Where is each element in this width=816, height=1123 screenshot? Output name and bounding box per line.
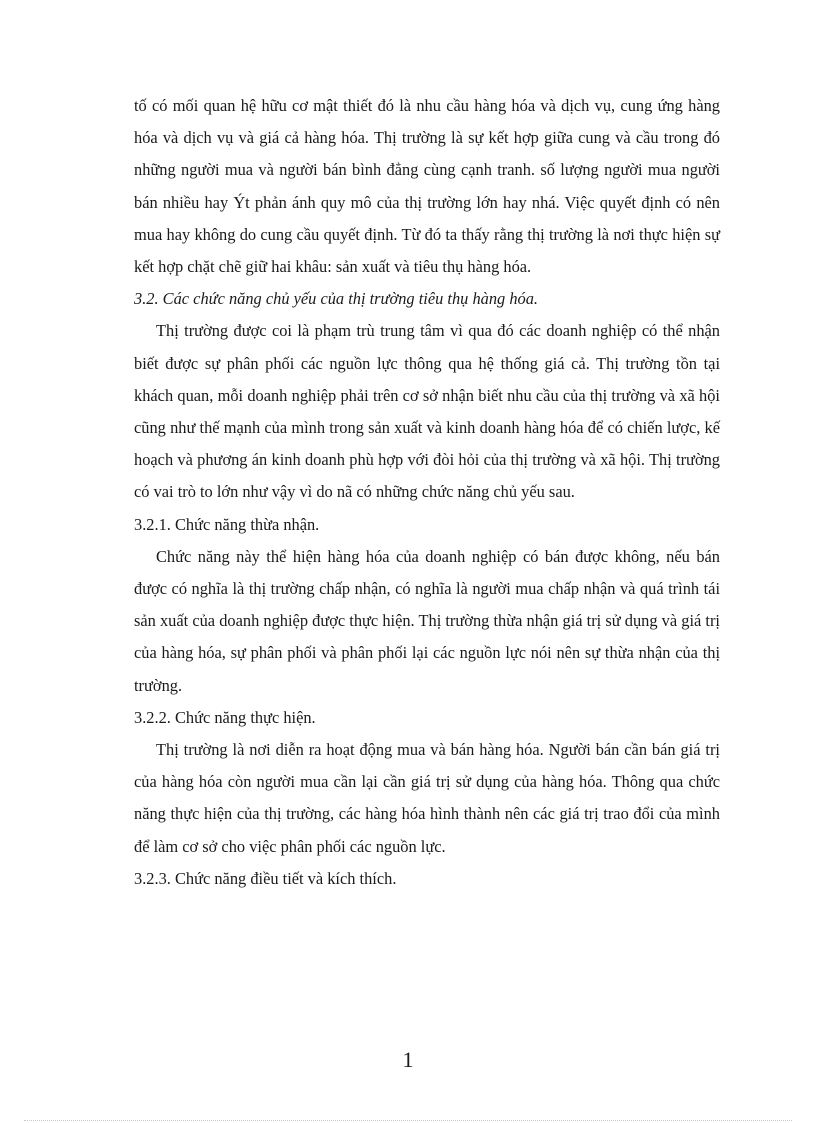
- subheading-3-2-1: 3.2.1. Chức năng thừa nhận.: [134, 514, 320, 534]
- subheading-3-2-3: 3.2.3. Chức năng điều tiết và kích thích.: [134, 868, 397, 888]
- paragraph-recognition-function: Chức năng này thể hiện hàng hóa của doanh nghiệp có bán được không, nếu bán được có nghĩa là thị trường chấp nhận, có nghĩa là người mua chấp nhận và quá trình tái sản xuất của doanh nghiệp được thực hiện. Thị trường thừa nhận giá trị sử dụng và giá trị của hàng hóa, sự phân phối và phân phối lại các nguồn lực nói nên sự thừa nhận của thị trường.: [134, 546, 720, 695]
- paragraph-market-role: Thị trường được coi là phạm trù trung tâm vì qua đó các doanh nghiệp có thể nhận biết được sự phân phối các nguồn lực thông qua hệ thống giá cả. Thị trường tồn tại khách quan, mỗi doanh nghiệp phải trên cơ sở nhận biết nhu cầu của thị trường và xã hội cũng như thế mạnh của mình trong sản xuất và kinh doanh hàng hóa để có chiến lược, kế hoạch và phương án kinh doanh phù hợp với đòi hỏi của thị trường và xã hội. Thị trường có vai trò to lớn như vậy vì do nã có những chức năng chủ yếu sau.: [134, 321, 720, 502]
- paragraph-realization-function: Thị trường là nơi diễn ra hoạt động mua và bán hàng hóa. Người bán cần bán giá trị của hàng hóa còn người mua cần lại cần giá trị sử dụng của hàng hóa. Thông qua chức năng thực hiện của thị trường, các hàng hóa hình thành nên các giá trị trao đổi của mình để làm cơ sở cho việc phân phối các nguồn lực.: [134, 740, 720, 856]
- subheading-3-2-2: 3.2.2. Chức năng thực hiện.: [134, 707, 316, 727]
- page-number: 1: [402, 1047, 414, 1072]
- paragraph-market-definition: tố có mối quan hệ hữu cơ mật thiết đó là nhu cầu hàng hóa và dịch vụ, cung ứng hàng hóa và dịch vụ và giá cả hàng hóa. Thị trường là sự kết hợp giữa cung và cầu trong đó những người mua và người bán bình đẳng cùng cạnh tranh. số lượng người mua người bán nhiều hay Ýt phản ánh quy mô của thị trường lớn hay nhá. Việc quyết định có nên mua hay không do cung cầu quyết định. Từ đó ta thấy rằng thị trường là nơi thực hiện sự kết hợp chặt chẽ giữ hai khâu: sản xuất và tiêu thụ hàng hóa.: [134, 96, 720, 277]
- page-bottom-divider: [24, 1120, 792, 1121]
- section-heading-3-2: 3.2. Các chức năng chủ yếu của thị trường tiêu thụ hàng hóa.: [134, 289, 539, 309]
- document-body: [134, 90, 720, 895]
